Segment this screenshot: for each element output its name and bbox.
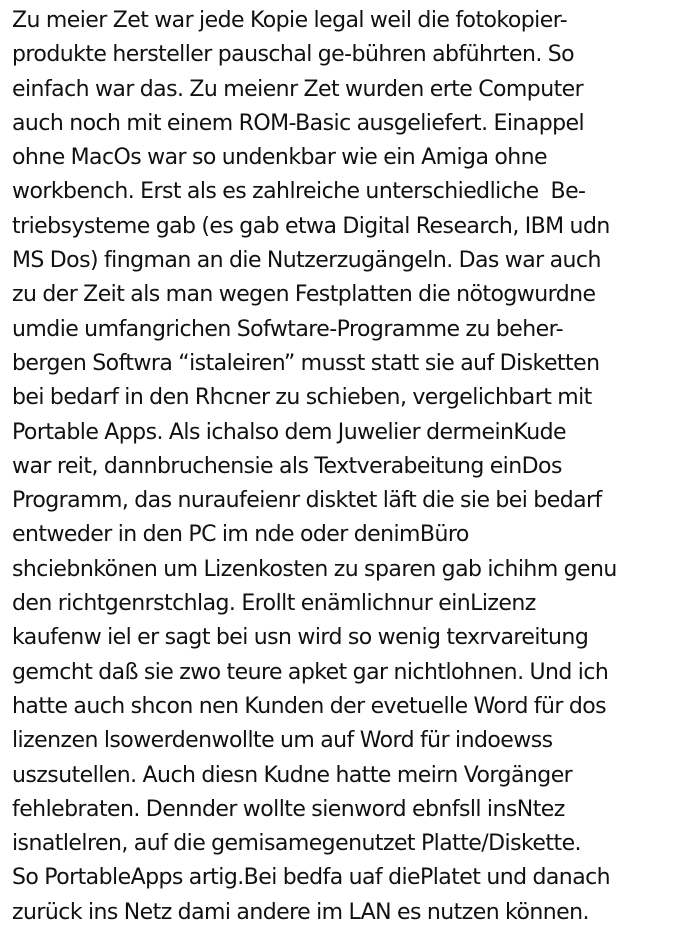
text-line: hatte auch shcon nen Kunden der evetuelle Word für dos (12, 693, 607, 719)
text-line: shciebnkönen um Lizenkosten zu sparen gab ichihm genu (12, 556, 617, 582)
text-line: produkte hersteller pauschal ge-bühren abführten. So (12, 42, 575, 68)
text-line: umdie umfangrichen Sofwtare-Programme zu beher- (12, 316, 564, 342)
text-line: auch noch mit einem ROM-Basic ausgeliefert. Einappel (12, 110, 585, 136)
text-line: einfach war das. Zu meienr Zet wurden erte Computer (12, 76, 584, 102)
text-line: entweder in den PC im nde oder denimBüro (12, 522, 469, 548)
text-line: Zu meier Zet war jede Kopie legal weil die fotokopier- (12, 8, 568, 33)
text-line: triebsysteme gab (es gab etwa Digital Research, IBM udn (12, 213, 610, 239)
text-line: ohne MacOs war so undenkbar wie ein Amiga ohne (12, 145, 548, 171)
text-line: uszsutellen. Auch diesn Kudne hatte meirn Vorgänger (12, 762, 573, 788)
text-line: kaufenw iel er sagt bei usn wird so wenig texrvareitung (12, 625, 589, 651)
text-line: war reit, dannbruchensie als Textverabeitung einDos (12, 453, 562, 479)
text-line: Programm, das nuraufeienr disktet läft die sie bei bedarf (12, 488, 602, 514)
text-line: den richtgenrstchlag. Erollt enämlichnur einLizenz (12, 591, 536, 617)
text-line: zurück ins Netz dami andere im LAN es nutzen können. (12, 899, 589, 925)
text-line: isnatlelren, auf die gemisamegenutzet Platte/Diskette. (12, 831, 581, 857)
text-line: zu der Zeit als man wegen Festplatten die nötogwurdne (12, 282, 596, 308)
text-line: bei bedarf in den Rhcner zu schieben, vergelichbart mit (12, 385, 592, 411)
text-line: So PortableApps artig.Bei bedfa uaf diePlatet und danach (12, 865, 611, 891)
text-line: workbench. Erst als es zahlreiche unterschiedliche Be- (12, 179, 586, 205)
text-line: gemcht daß sie zwo teure apket gar nichtlohnen. Und ich (12, 659, 609, 685)
text-line: MS Dos) fingman an die Nutzerzugängeln. Das war auch (12, 248, 601, 274)
text-line: lizenzen lsowerdenwollte um auf Word für indoewss (12, 728, 553, 754)
text-line: fehlebraten. Dennder wollte sienword ebnfsll insNtez (12, 796, 565, 822)
text-line: Portable Apps. Als ichalso dem Juwelier dermeinKude (12, 419, 566, 445)
text-line: bergen Softwra “istaleiren” musst statt sie auf Disketten (12, 350, 600, 376)
body-text (12, 4, 680, 930)
